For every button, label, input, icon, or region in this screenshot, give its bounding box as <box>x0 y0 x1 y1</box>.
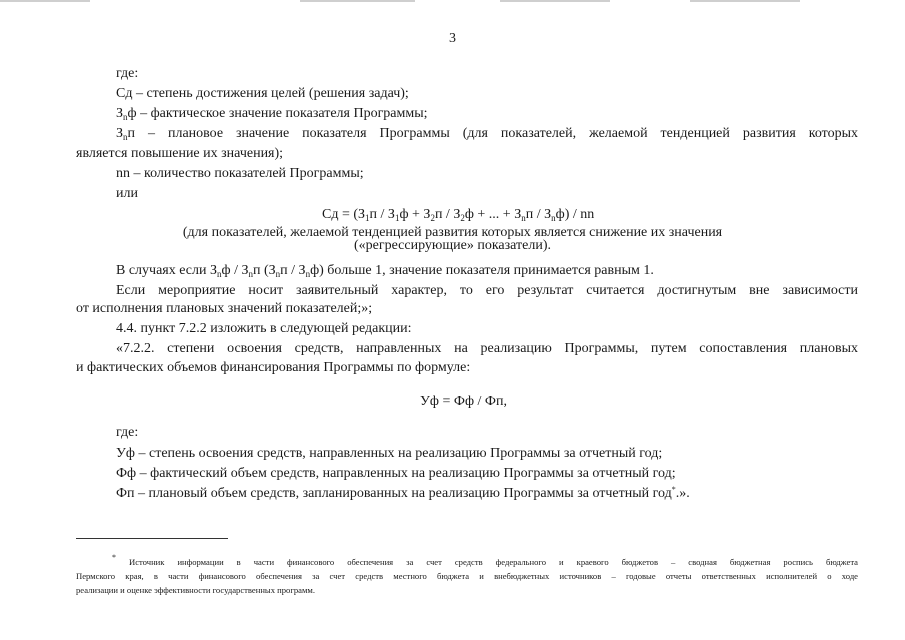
paragraph-722-line2: и фактических объемов финансирования Программы по формуле: <box>76 360 471 375</box>
footnote-line3: реализации и оценке эффективности государственных программ. <box>76 585 315 595</box>
regressive-note-line1: (для показателей, желаемой тенденцией развития которых является снижение их значения <box>182 225 723 240</box>
declarative-line2: от исполнения плановых значений показателей;»; <box>76 301 373 316</box>
footnote-line2: Пермского края, в части финансового обеспечения за счет средств местного бюджета и внебюджетных источников – годовые отчеты ответственных исполнителей о ходе <box>76 571 858 581</box>
formula-sd: Сд = ($З_1п / З_1ф + З_2п / З_2ф$ + ... + $З_nп / З_nф$) / nn <box>322 207 595 223</box>
where-label-2: где: <box>116 425 139 440</box>
top-edge-segment <box>690 0 800 2</box>
definition-nn: nn – количество показателей Программы; <box>116 166 364 181</box>
footnote-reference: * <box>671 485 676 494</box>
definition-znf: $З_nф$ – фактическое значение показателя Программы; <box>116 106 428 122</box>
definition-znp-line2: является повышение их значения); <box>76 146 284 161</box>
item-4-4: 4.4. пункт 7.2.2 изложить в следующей редакции: <box>116 321 412 336</box>
top-edge-segment <box>0 0 90 2</box>
declarative-line1: Если мероприятие носит заявительный характер, то его результат считается достигнутым вне зависимости <box>116 283 858 298</box>
footnote-separator <box>76 538 228 539</box>
cases-rule: В случаях если $З_nф / З_nп$ $(З_nп / З_nф)$ больше 1, значение показателя принимается равным 1. <box>116 263 654 279</box>
page-number: 3 <box>449 31 456 46</box>
where-label: где: <box>116 66 139 81</box>
definition-znp-line1: $З_nп$ – плановое значение показателя Программы (для показателей, желаемой тенденцией развития которых <box>116 126 858 142</box>
definition-fp: Фп – плановый объем средств, запланированных на реализацию Программы за отчетный год*.». <box>116 485 690 501</box>
or-label: или <box>116 186 138 201</box>
footnote-line1: * Источник информации в части финансового обеспечения за счет средств федерального и краевого бюджетов – сводная бюджетная роспись бюджета <box>112 553 858 567</box>
footnote <box>76 555 858 597</box>
top-edge-segment <box>300 0 415 2</box>
definition-sd: Сд – степень достижения целей (решения задач); <box>116 86 409 101</box>
definition-ff: Фф – фактический объем средств, направленных на реализацию Программы за отчетный год; <box>116 466 676 481</box>
formula-uf: Уф = Фф / Фп, <box>420 394 507 409</box>
top-edge-segment <box>500 0 610 2</box>
definition-uf: Уф – степень освоения средств, направленных на реализацию Программы за отчетный год; <box>116 446 663 461</box>
regressive-note-line2: («регрессирующие» показатели). <box>353 238 551 253</box>
paragraph-722-line1: «7.2.2. степени освоения средств, направленных на реализацию Программы, путем сопоставления плановых <box>116 341 858 356</box>
